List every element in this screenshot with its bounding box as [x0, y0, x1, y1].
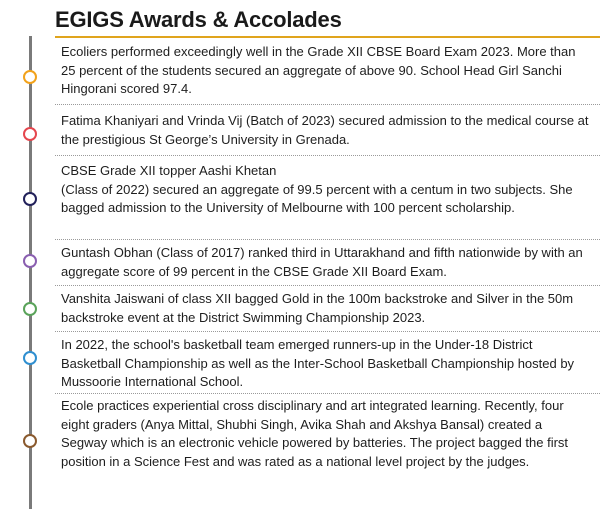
accolade-entry: Ecole practices experiential cross disciplinary and art integrated learning. Recently, four eight graders (Anya Mittal, Shubhi Singh, Avika Shah and Akshya Bansal) created a Segway which is an electronic vehicle powered by batteries. The project bagged the first position in a Science Fest and was rated as a national level project by the judges.: [61, 398, 569, 469]
timeline-dot: [23, 127, 37, 141]
entry-separator: [55, 239, 600, 240]
timeline-dot: [23, 434, 37, 448]
page-title: EGIGS Awards & Accolades: [55, 7, 342, 32]
entry-separator: [55, 155, 600, 156]
accolade-entry: CBSE Grade XII topper Aashi Khetan (Class of 2022) secured an aggregate of 99.5 percent with a centum in two subjects. She bagged admission to the University of Melbourne with 100 percent scholarship.: [61, 163, 573, 215]
entry-separator: [55, 104, 600, 105]
accolade-entry: Vanshita Jaiswani of class XII bagged Gold in the 100m backstroke and Silver in the 50m backstroke event at the District Swimming Championship 2023.: [61, 291, 574, 325]
timeline-dot: [23, 192, 37, 206]
entry-separator: [55, 285, 600, 286]
timeline-dot: [23, 254, 37, 268]
entry-separator: [55, 331, 600, 332]
accolade-entry: In 2022, the school's basketball team emerged runners-up in the Under-18 District Basketball Championship as well as the Inter-School Basketball Championship hosted by Mussoorie International School.: [61, 337, 575, 389]
title-underline: [55, 36, 600, 38]
entry-separator: [55, 393, 600, 394]
timeline-dot: [23, 302, 37, 316]
timeline-dot: [23, 351, 37, 365]
accolade-entry: Fatima Khaniyari and Vrinda Vij (Batch of 2023) secured admission to the medical course at the prestigious St George’s University in Grenada.: [61, 113, 589, 147]
timeline-dot: [23, 70, 37, 84]
accolade-entry: Ecoliers performed exceedingly well in the Grade XII CBSE Board Exam 2023. More than 25 percent of the students secured an aggregate of above 90. School Head Girl Sanchi Hingorani scored 97.4.: [61, 44, 576, 96]
accolade-entry: Guntash Obhan (Class of 2017) ranked third in Uttarakhand and fifth nationwide by with an aggregate score of 99 percent in the CBSE Grade XII Board Exam.: [61, 245, 583, 279]
